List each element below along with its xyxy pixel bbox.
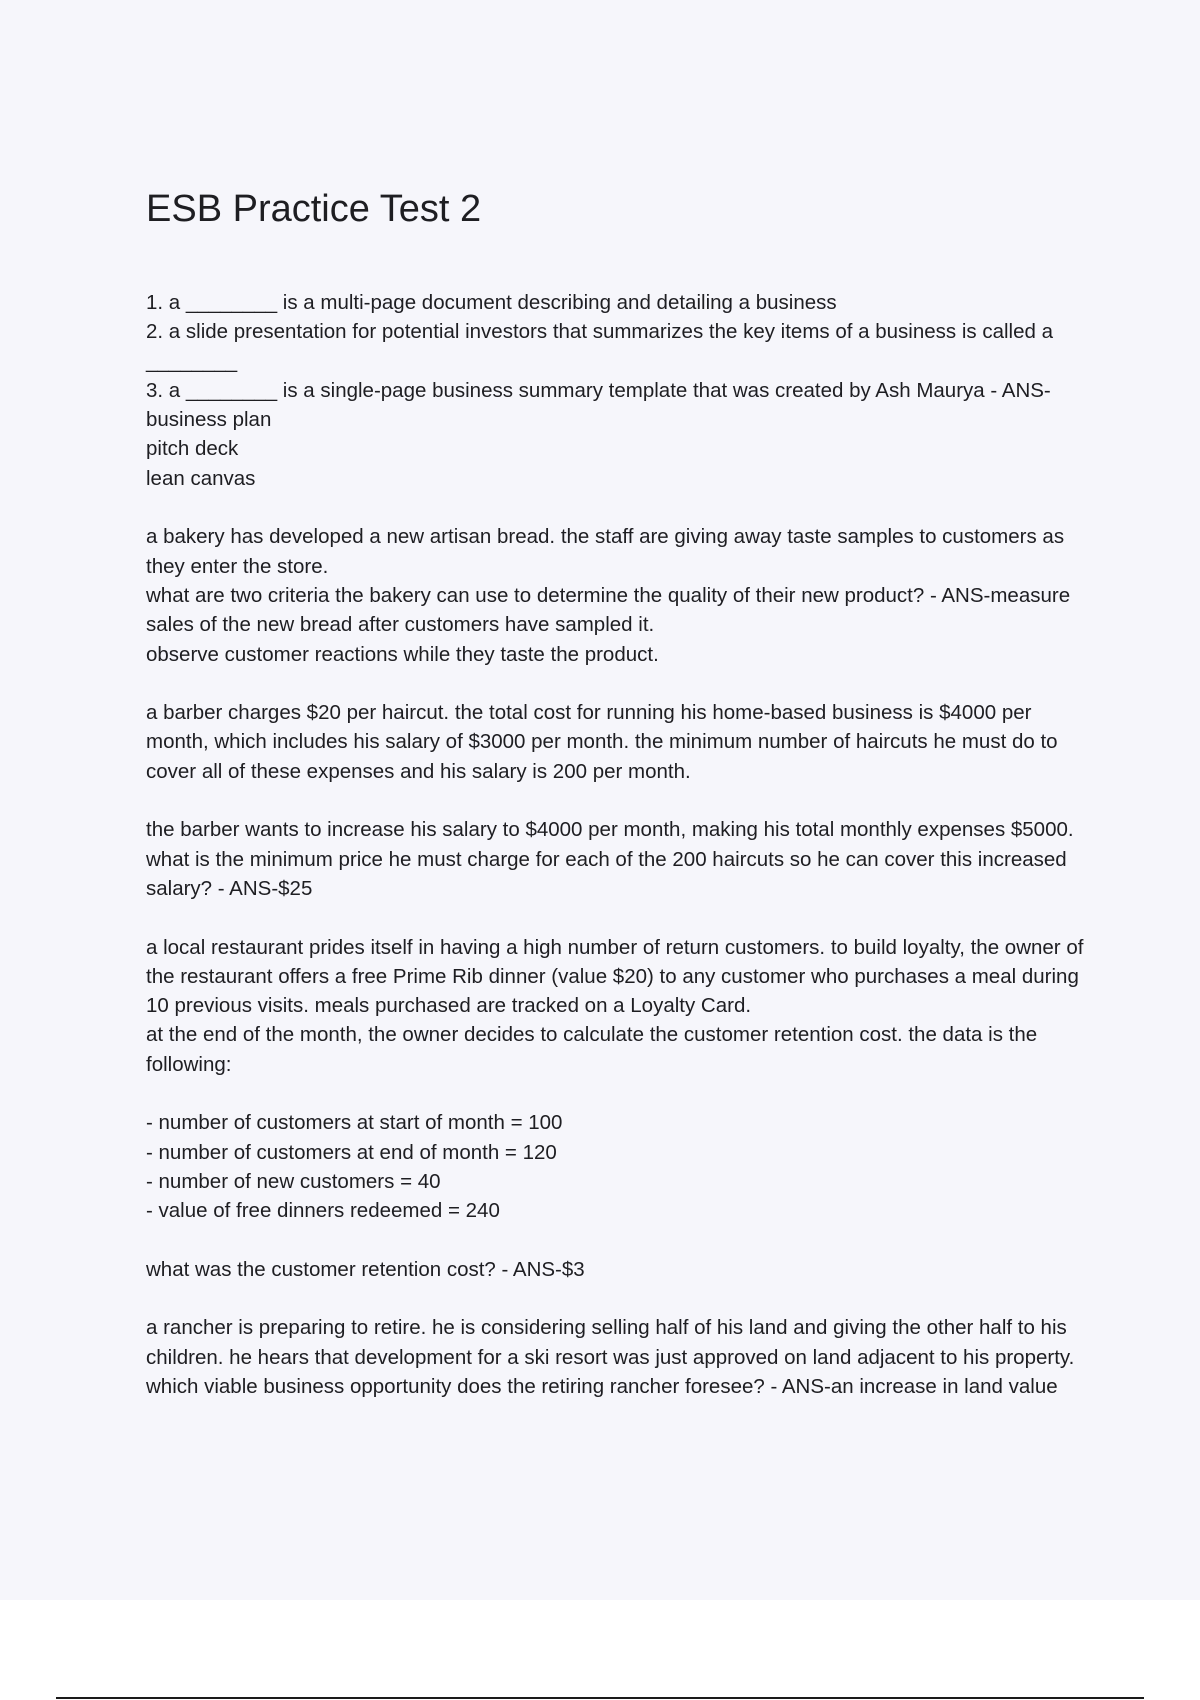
document-content xyxy=(146,182,1091,1431)
question-block-barber xyxy=(146,698,1091,786)
list-item: - number of new customers = 40 xyxy=(146,1169,441,1193)
text-line: a barber charges $20 per haircut. the total cost for running his home-based business is $4000 per month, which includes his salary of $3000 per month. the minimum number of haircuts he must do to cover all of these expenses and his salary is 200 per month. xyxy=(146,701,1064,783)
list-item: - value of free dinners redeemed = 240 xyxy=(146,1199,500,1223)
text-line: the barber wants to increase his salary to $4000 per month, making his total monthly expenses $5000. what is the minimum price he must charge for each of the 200 haircuts so he can cover this increased salary? - ANS-$25 xyxy=(146,818,1080,900)
text-line: lean canvas xyxy=(146,466,256,490)
text-line: 1. a ________ is a multi-page document describing and detailing a business xyxy=(146,291,837,314)
question-block-barber-salary xyxy=(146,815,1091,903)
list-item: - number of customers at start of month = 100 xyxy=(146,1111,563,1135)
footer-divider xyxy=(56,1697,1144,1699)
question-block-definitions xyxy=(146,288,1091,493)
text-line: at the end of the month, the owner decides to calculate the customer retention cost. the data is the following: xyxy=(146,1023,1043,1076)
text-line: which viable business opportunity does the retiring rancher foresee? - ANS-an increase in land value xyxy=(146,1374,1058,1398)
question-block-retention xyxy=(146,1255,1091,1284)
text-line: a rancher is preparing to retire. he is considering selling half of his land and giving the other half to his children. he hears that development for a ski resort was just approved on land adjacent to his property. xyxy=(146,1316,1075,1369)
list-item: - number of customers at end of month = 120 xyxy=(146,1140,557,1164)
text-line: a local restaurant prides itself in having a high number of return customers. to build loyalty, the owner of the restaurant offers a free Prime Rib dinner (value $20) to any customer who purchases a meal during 10 previous visits. meals purchased are tracked on a Loyalty Card. xyxy=(146,935,1090,1018)
text-line: observe customer reactions while they taste the product. xyxy=(146,642,659,666)
text-line: pitch deck xyxy=(146,437,239,461)
text-line: 2. a slide presentation for potential investors that summarizes the key items of a business is called a ________ xyxy=(146,320,1059,373)
text-line: 3. a ________ is a single-page business summary template that was created by Ash Maurya - ANS-business plan xyxy=(146,378,1051,432)
text-line: what are two criteria the bakery can use to determine the quality of their new product? - ANS-measure sales of the new bread after customers have sampled it. xyxy=(146,583,1076,637)
question-block-restaurant xyxy=(146,933,1091,1079)
restaurant-data-list xyxy=(146,1108,1091,1225)
question-block-rancher xyxy=(146,1313,1091,1401)
question-block-bakery xyxy=(146,522,1091,668)
text-line: a bakery has developed a new artisan bread. the staff are giving away taste samples to customers as they enter the store. xyxy=(146,525,1070,578)
text-line: what was the customer retention cost? - ANS-$3 xyxy=(146,1257,585,1281)
document-title: ESB Practice Test 2 xyxy=(146,188,482,230)
